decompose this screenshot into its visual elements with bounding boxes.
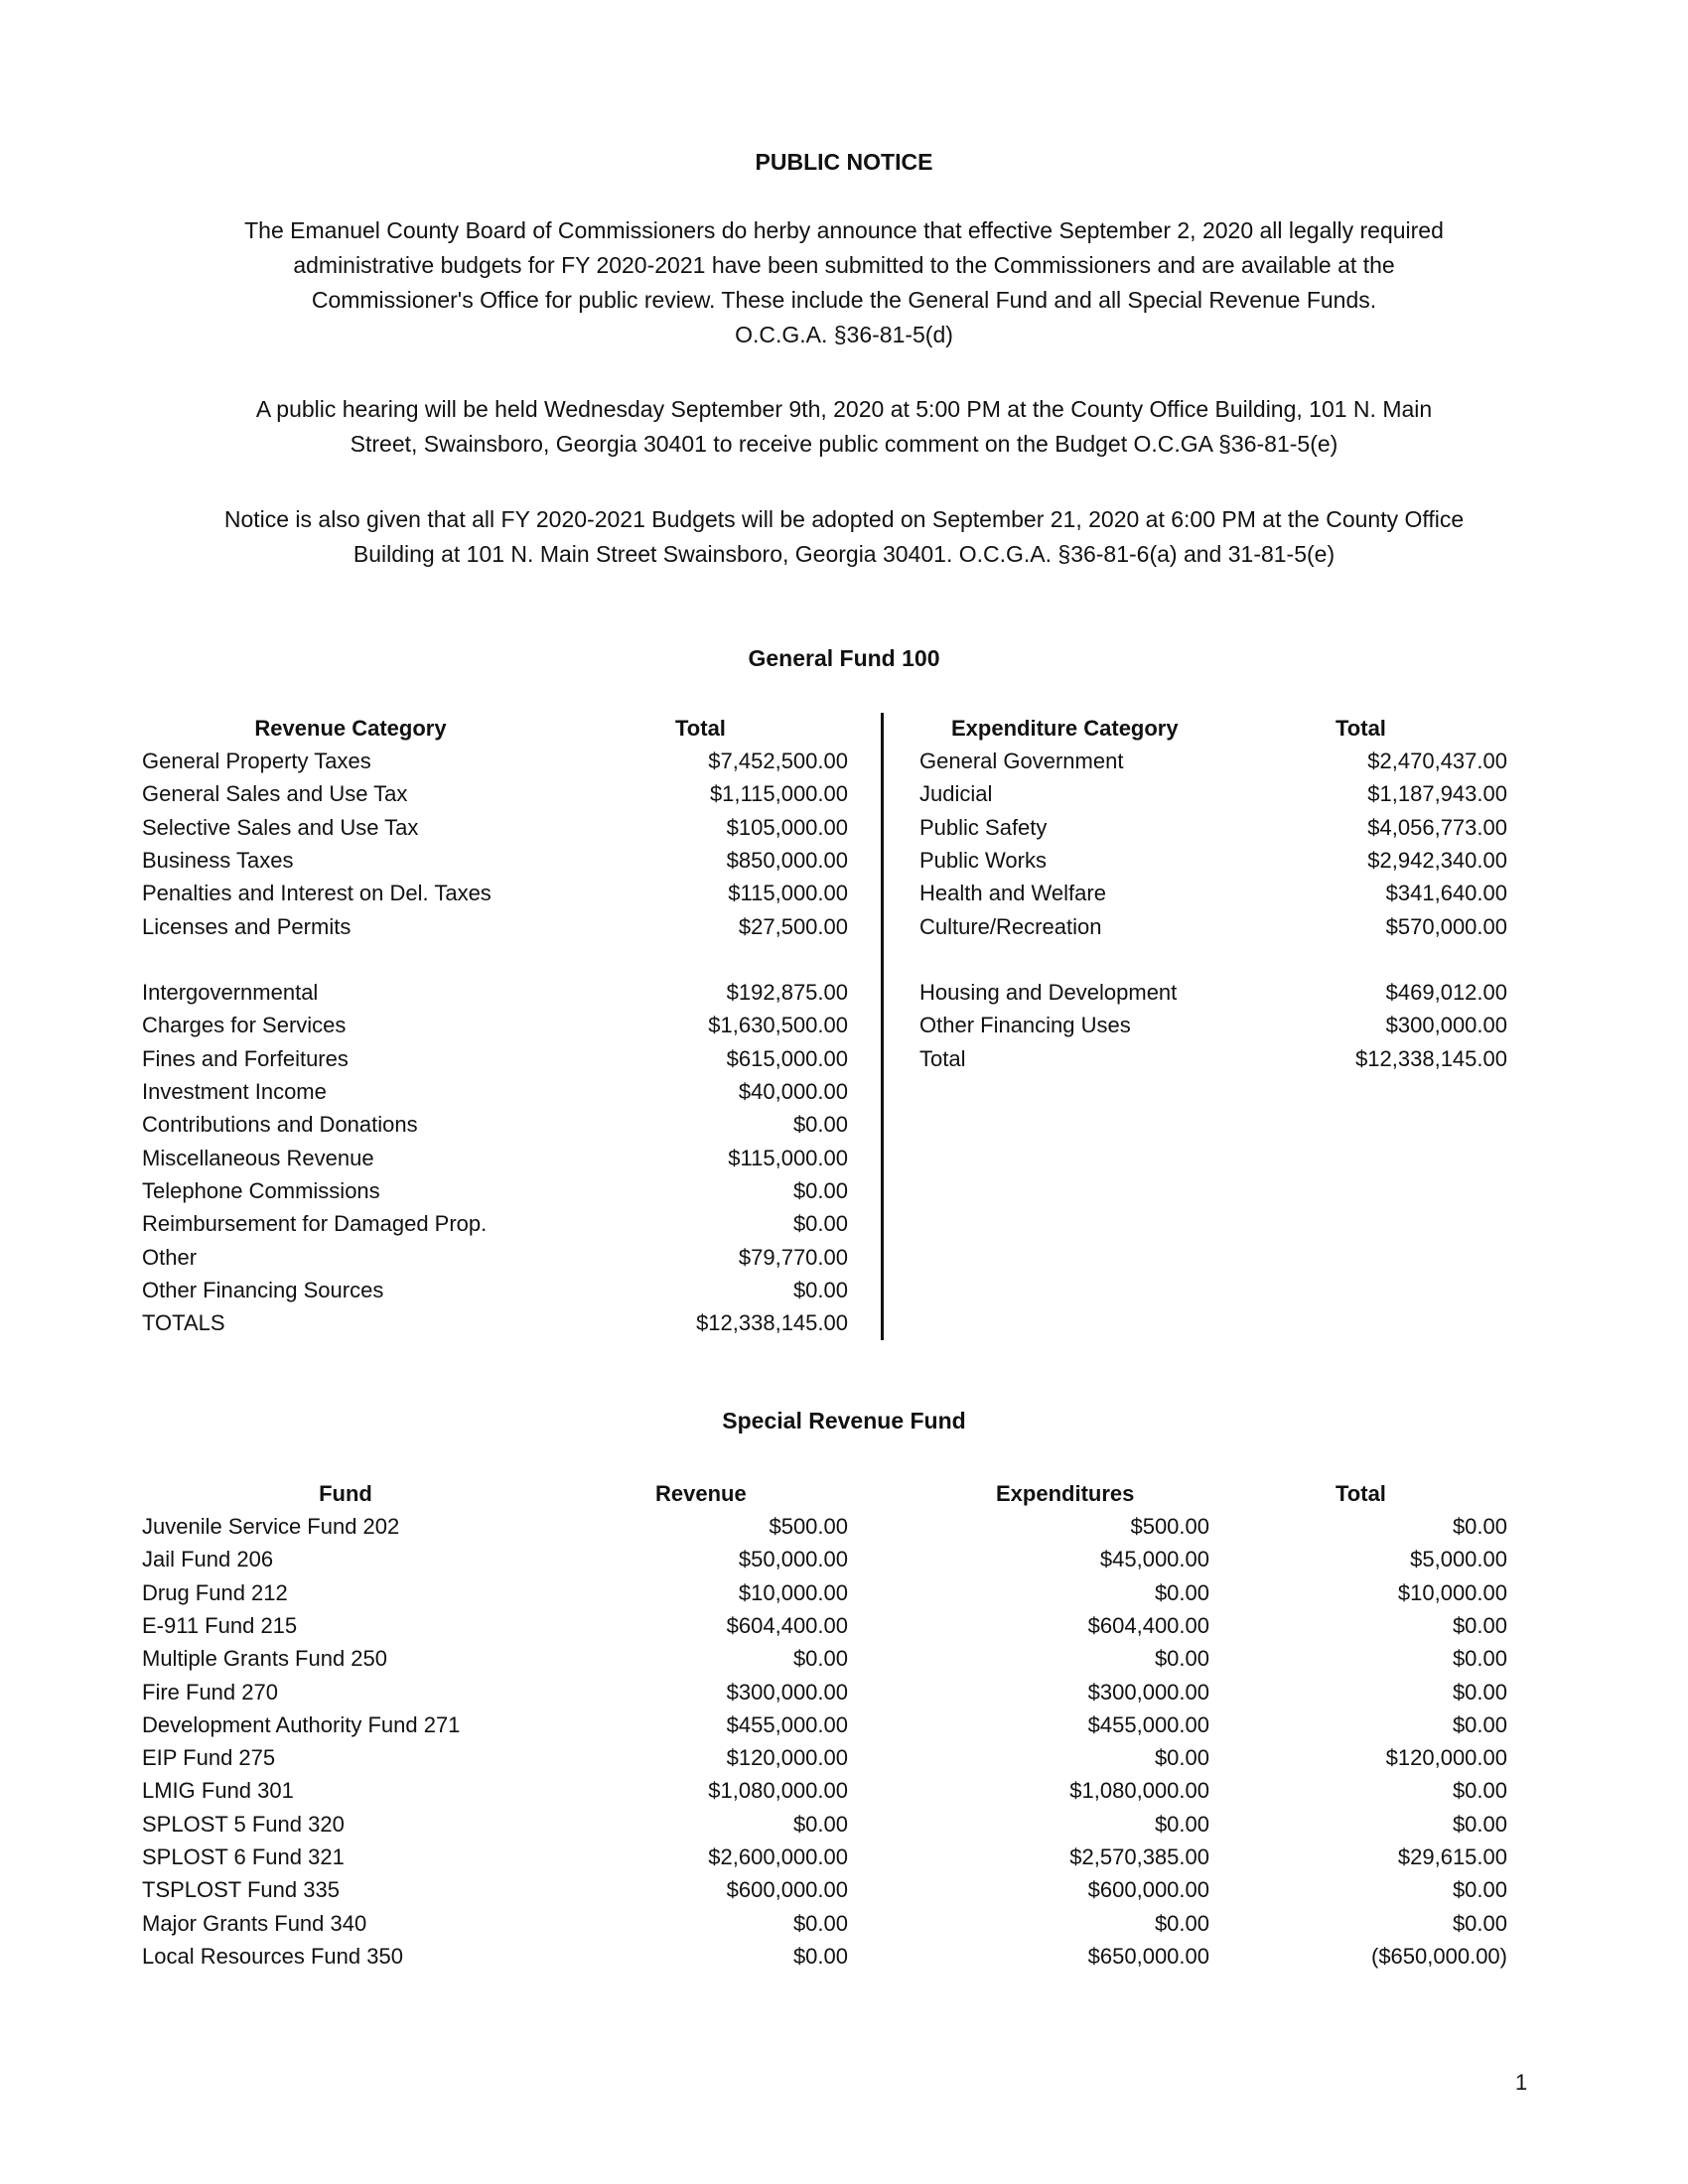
revenue-total-cell: $0.00 [792,1277,848,1302]
revenue-total-cell: $115,000.00 [728,1145,848,1170]
expenditure-total-cell: $300,000.00 [1385,1013,1507,1038]
paragraph-line: The Emanuel County Board of Commissioners do herby announce that effective September 2, 2020 all legally required [244,217,1444,243]
total-cell: $0.00 [1452,1877,1507,1903]
paragraph-line: Commissioner's Office for public review. These include the General Fund and all Special Revenue Funds. [311,287,1377,313]
revenue-header: Revenue [655,1481,747,1506]
revenue-category-cell: Other Financing Sources [142,1277,384,1302]
column-divider [881,713,884,1340]
page-number: 1 [1515,2070,1528,2095]
fund-name-cell: E-911 Fund 215 [142,1612,298,1638]
revenue-cell: $604,400.00 [726,1612,848,1638]
paragraph-line: administrative budgets for FY 2020-2021 have been submitted to the Commissioners and are available at the [293,252,1395,278]
revenue-total-cell: $40,000.00 [738,1079,848,1104]
revenue-total-cell: $850,000.00 [726,847,848,873]
general-fund-title: General Fund 100 [748,645,940,671]
revenue-category-cell: Investment Income [142,1079,327,1104]
expenditures-cell: $0.00 [1154,1579,1209,1605]
fund-header: Fund [319,1481,372,1506]
revenue-total-cell: $0.00 [792,1211,848,1237]
expenditure-total-cell: $2,470,437.00 [1367,749,1507,773]
revenue-cell: $0.00 [792,1943,848,1969]
total-cell: $0.00 [1452,1778,1507,1804]
expenditure-total-cell: $4,056,773.00 [1367,814,1507,840]
revenue-total-cell: $1,115,000.00 [709,781,848,807]
revenue-cell: $1,080,000.00 [708,1778,848,1804]
revenue-category-cell: Penalties and Interest on Del. Taxes [142,881,492,906]
revenue-category-cell: General Property Taxes [142,749,371,773]
expenditures-cell: $650,000.00 [1087,1943,1209,1969]
total-cell: ($650,000.00) [1371,1943,1507,1969]
revenue-total-cell: $79,770.00 [738,1244,848,1270]
total-cell: $0.00 [1452,1514,1507,1539]
expenditure-category-cell: Public Safety [919,814,1048,840]
revenue-cell: $500.00 [769,1514,848,1539]
expenditure-total-cell: $469,012.00 [1385,980,1507,1006]
revenue-total-cell: $27,500.00 [738,913,848,939]
expenditures-cell: $45,000.00 [1099,1547,1209,1572]
expenditures-cell: $1,080,000.00 [1069,1778,1209,1804]
expenditure-total-header: Total [1336,716,1386,741]
expenditures-header: Expenditures [996,1481,1135,1506]
revenue-category-cell: Licenses and Permits [142,913,352,939]
revenue-cell: $0.00 [792,1646,848,1672]
fund-name-cell: Development Authority Fund 271 [142,1711,461,1737]
total-cell: $29,615.00 [1397,1844,1507,1869]
expenditure-total-cell: $2,942,340.00 [1367,847,1507,873]
total-cell: $0.00 [1452,1646,1507,1672]
fund-name-cell: Juvenile Service Fund 202 [142,1514,400,1539]
revenue-category-cell: Intergovernmental [142,980,319,1006]
expenditure-total-cell: $570,000.00 [1385,913,1507,939]
total-cell: $0.00 [1452,1811,1507,1837]
fund-name-cell: SPLOST 5 Fund 320 [142,1811,345,1837]
paragraph-line: A public hearing will be held Wednesday September 9th, 2020 at 5:00 PM at the County Office Building, 101 N. Main [255,396,1433,422]
revenue-cell: $10,000.00 [738,1579,848,1605]
expenditure-category-cell: Housing and Development [919,980,1178,1006]
expenditure-category-cell: Other Financing Uses [919,1013,1131,1038]
revenue-total-cell: $12,338,145.00 [696,1310,848,1336]
total-cell: $0.00 [1452,1612,1507,1638]
total-cell: $0.00 [1452,1910,1507,1936]
revenue-category-cell: Selective Sales and Use Tax [142,814,419,840]
fund-name-cell: Major Grants Fund 340 [142,1910,367,1936]
revenue-category-cell: Other [142,1244,198,1270]
total-cell: $0.00 [1452,1679,1507,1705]
paragraph-line: Building at 101 N. Main Street Swainsboro, Georgia 30401. O.C.G.A. §36-81-6(a) and 31-81-5(e) [352,541,1336,567]
expenditures-cell: $0.00 [1154,1811,1209,1837]
fund-name-cell: Jail Fund 206 [142,1547,274,1572]
paragraph-line: Notice is also given that all FY 2020-2021 Budgets will be adopted on September 21, 2020 at 6:00 PM at the County Office [223,506,1465,532]
revenue-cell: $455,000.00 [726,1711,848,1737]
expenditure-category-cell: Culture/Recreation [919,913,1102,939]
fund-name-cell: Multiple Grants Fund 250 [142,1646,388,1672]
paragraph-line: O.C.G.A. §36-81-5(d) [735,322,953,347]
fund-name-cell: Local Resources Fund 350 [142,1943,403,1969]
revenue-total-cell: $105,000.00 [726,814,848,840]
notice-paragraph-2 [0,392,1688,462]
revenue-cell: $0.00 [792,1811,848,1837]
notice-title: PUBLIC NOTICE [755,149,933,175]
revenue-total-cell: $0.00 [792,1177,848,1203]
expenditure-category-cell: Total [919,1045,966,1071]
notice-paragraph-1 [0,213,1688,352]
revenue-cell: $600,000.00 [726,1877,848,1903]
expenditure-category-cell: Judicial [919,781,993,807]
revenue-cell: $50,000.00 [738,1547,848,1572]
expenditure-total-cell: $1,187,943.00 [1367,781,1507,807]
total-cell: $10,000.00 [1397,1579,1507,1605]
revenue-total-header: Total [675,716,726,741]
revenue-category-cell: TOTALS [142,1310,225,1336]
revenue-total-cell: $115,000.00 [728,881,848,906]
revenue-category-cell: Reimbursement for Damaged Prop. [142,1211,488,1237]
expenditures-cell: $0.00 [1154,1745,1209,1771]
revenue-total-cell: $7,452,500.00 [708,749,848,773]
expenditure-category-cell: Health and Welfare [919,881,1106,906]
revenue-category-cell: Contributions and Donations [142,1112,418,1138]
fund-name-cell: Drug Fund 212 [142,1579,288,1605]
fund-name-cell: TSPLOST Fund 335 [142,1877,340,1903]
expenditure-category-cell: Public Works [919,847,1047,873]
expenditures-cell: $2,570,385.00 [1069,1844,1209,1869]
fund-name-cell: Fire Fund 270 [142,1679,278,1705]
fund-name-cell: SPLOST 6 Fund 321 [142,1844,345,1869]
revenue-cell: $120,000.00 [726,1745,848,1771]
revenue-category-cell: Telephone Commissions [142,1177,380,1203]
expenditure-category-cell: General Government [919,749,1124,773]
expenditures-cell: $600,000.00 [1087,1877,1209,1903]
expenditures-cell: $0.00 [1154,1646,1209,1672]
fund-name-cell: EIP Fund 275 [142,1745,276,1771]
revenue-category-cell: General Sales and Use Tax [142,781,408,807]
revenue-category-cell: Business Taxes [142,847,294,873]
expenditures-cell: $500.00 [1130,1514,1209,1539]
paragraph-line: Street, Swainsboro, Georgia 30401 to receive public comment on the Budget O.C.GA §36-81-5(e) [350,431,1338,457]
expenditures-cell: $604,400.00 [1087,1612,1209,1638]
notice-paragraph-3 [0,502,1688,572]
revenue-category-cell: Charges for Services [142,1013,347,1038]
revenue-total-cell: $192,875.00 [726,980,848,1006]
revenue-category-header: Revenue Category [254,716,447,741]
revenue-total-cell: $0.00 [792,1112,848,1138]
total-header: Total [1336,1481,1386,1506]
expenditure-total-cell: $341,640.00 [1385,881,1507,906]
expenditure-total-cell: $12,338,145.00 [1355,1045,1507,1071]
revenue-cell: $2,600,000.00 [708,1844,848,1869]
revenue-total-cell: $615,000.00 [726,1045,848,1071]
expenditure-category-header: Expenditure Category [951,716,1179,741]
revenue-total-cell: $1,630,500.00 [708,1013,848,1038]
revenue-cell: $300,000.00 [726,1679,848,1705]
expenditures-cell: $0.00 [1154,1910,1209,1936]
fund-name-cell: LMIG Fund 301 [142,1778,294,1804]
total-cell: $0.00 [1452,1711,1507,1737]
revenue-category-cell: Miscellaneous Revenue [142,1145,374,1170]
total-cell: $5,000.00 [1410,1547,1507,1572]
revenue-category-cell: Fines and Forfeitures [142,1045,349,1071]
total-cell: $120,000.00 [1385,1745,1507,1771]
special-revenue-fund-title: Special Revenue Fund [722,1408,966,1433]
expenditures-cell: $455,000.00 [1087,1711,1209,1737]
expenditures-cell: $300,000.00 [1087,1679,1209,1705]
revenue-cell: $0.00 [792,1910,848,1936]
